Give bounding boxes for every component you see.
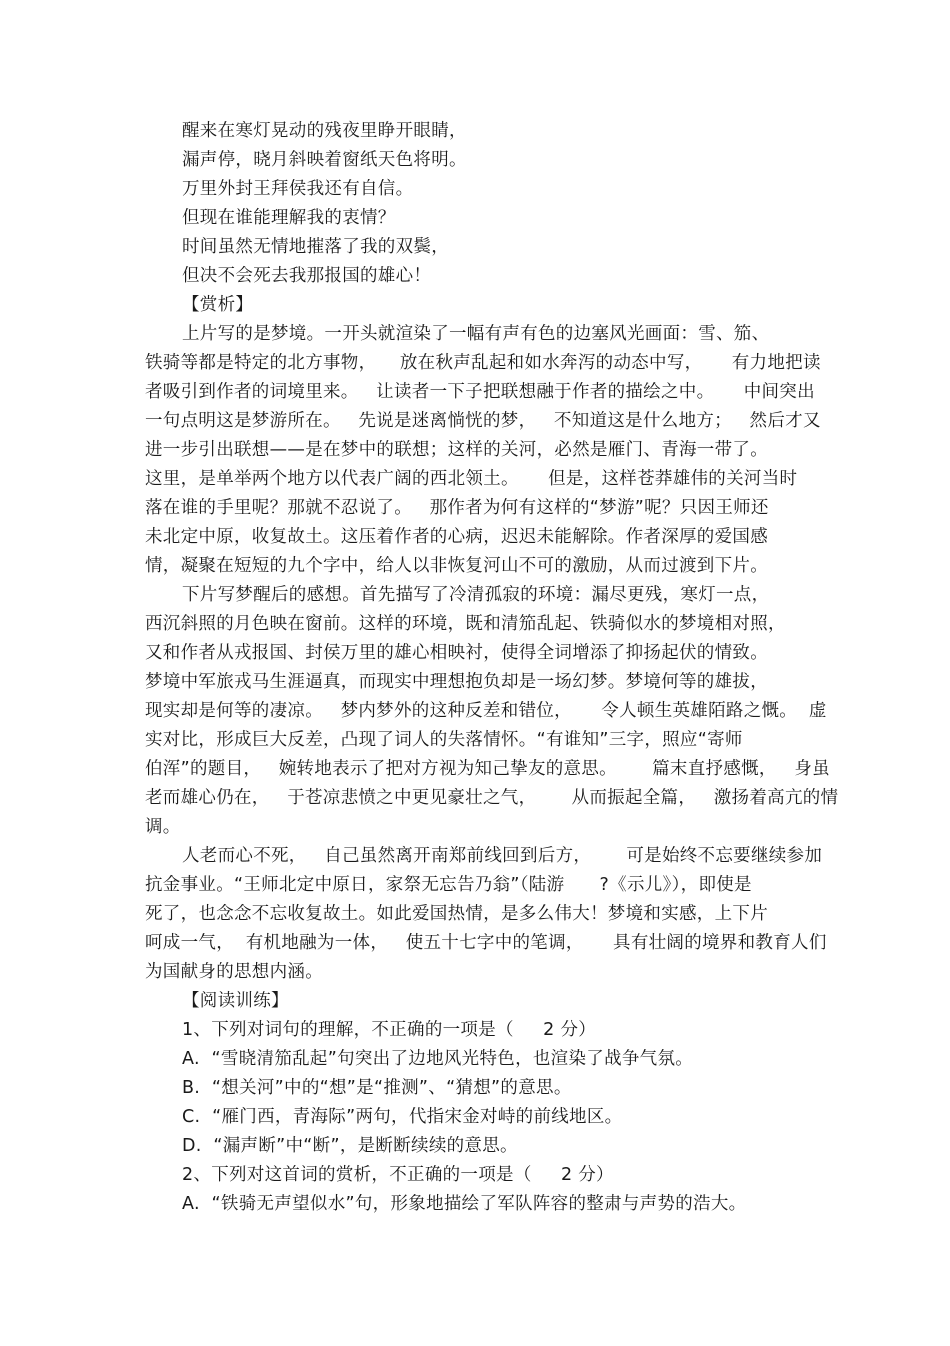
translation-line: 万里外封王拜侯我还有自信。 [182,179,414,199]
translation-line: 但决不会死去我那报国的雄心！ [182,266,432,286]
paragraph-line: 铁骑等都是特定的北方事物， 放在秋声乱起和如水奔泻的动态中写， 有力地把读 [145,353,821,373]
paragraph-line: 抗金事业。“王师北定中原日，家祭无忘告乃翁”（陆游 ?《示儿》），即使是 [145,875,752,895]
question-stem: 1、下列对词句的理解，不正确的一项是（ 2 分） [182,1020,597,1040]
paragraph-line: 伯浑”的题目， 婉转地表示了把对方视为知己挚友的意思。 篇末直抒感慨， 身虽 [145,759,830,779]
paragraph-line: 梦境中军旅戎马生涯逼真，而现实中理想抱负却是一场幻梦。梦境何等的雄拔， [145,672,768,692]
paragraph-line: 进一步引出联想——是在梦中的联想；这样的关河，必然是雁门、青海一带了。 [145,440,768,460]
paragraph-line: 为国献身的思想内涵。 [145,962,323,982]
question-option: C. “雁门西，青海际”两句，代指宋金对峙的前线地区。 [182,1107,623,1127]
paragraph-line: 又和作者从戎报国、封侯万里的雄心相映衬，使得全词增添了抑扬起伏的情致。 [145,643,768,663]
paragraph-line: 落在谁的手里呢？那就不忍说了。 那作者为何有这样的“梦游”呢？只因王师还 [145,498,769,518]
paragraph-line: 老而雄心仍在， 于苍凉悲愤之中更见豪壮之气， 从而振起全篇， 激扬着高亢的情 [145,788,839,808]
paragraph-line: 上片写的是梦境。一开头就渲染了一幅有声有色的边塞风光画面：雪、笳、 [182,324,770,344]
translation-line: 漏声停，晓月斜映着窗纸天色将明。 [182,150,467,170]
paragraph-line: 下片写梦醒后的感想。首先描写了冷清孤寂的环境：漏尽更残，寒灯一点， [182,585,770,605]
translation-line: 时间虽然无情地摧落了我的双鬓， [182,237,449,257]
question-stem: 2、下列对这首词的赏析，不正确的一项是（ 2 分） [182,1165,614,1185]
translation-line: 但现在谁能理解我的衷情？ [182,208,396,228]
paragraph-line: 呵成一气， 有机地融为一体， 使五十七字中的笔调， 具有壮阔的境界和教育人们 [145,933,827,953]
translation-line: 醒来在寒灯晃动的残夜里睁开眼睛， [182,121,467,141]
paragraph-line: 死了，也念念不忘收复故土。如此爱国热情，是多么伟大！梦境和实感，上下片 [145,904,768,924]
paragraph-line: 人老而心不死， 自己虽然离开南郑前线回到后方， 可是始终不忘要继续参加 [182,846,823,866]
exercise-heading: 【阅读训练】 [182,991,289,1011]
paragraph-line: 一句点明这是梦游所在。 先说是迷离惝恍的梦， 不知道这是什么地方； 然后才又 [145,411,821,431]
paragraph-line: 现实却是何等的凄凉。 梦内梦外的这种反差和错位， 令人顿生英雄陌路之慨。 虚 [145,701,827,721]
paragraph-line: 未北定中原，收复故土。这压着作者的心病，迟迟未能解除。作者深厚的爱国感 [145,527,768,547]
paragraph-line: 西沉斜照的月色映在窗前。这样的环境，既和清笳乱起、铁骑似水的梦境相对照， [145,614,786,634]
paragraph-line: 实对比，形成巨大反差，凸现了词人的失落情怀。“有谁知”三字，照应“寄师 [145,730,743,750]
paragraph-line: 者吸引到作者的词境里来。 让读者一下子把联想融于作者的描绘之中。 中间突出 [145,382,815,402]
paragraph-line: 情，凝聚在短短的九个字中，给人以非恢复河山不可的激励，从而过渡到下片。 [145,556,768,576]
paragraph-line: 调。 [145,817,181,837]
question-option: B. “想关河”中的“想”是“推测”、“猜想”的意思。 [182,1078,572,1098]
question-option: A. “雪晓清笳乱起”句突出了边地风光特色，也渲染了战争气氛。 [182,1049,694,1069]
paragraph-line: 这里，是单举两个地方以代表广阔的西北领土。 但是，这样苍莽雄伟的关河当时 [145,469,798,489]
question-option: D. “漏声断”中“断”，是断断续续的意思。 [182,1136,518,1156]
appreciation-heading: 【赏析】 [182,295,254,315]
question-option: A. “铁骑无声望似水”句，形象地描绘了军队阵容的整肃与声势的浩大。 [182,1194,747,1214]
